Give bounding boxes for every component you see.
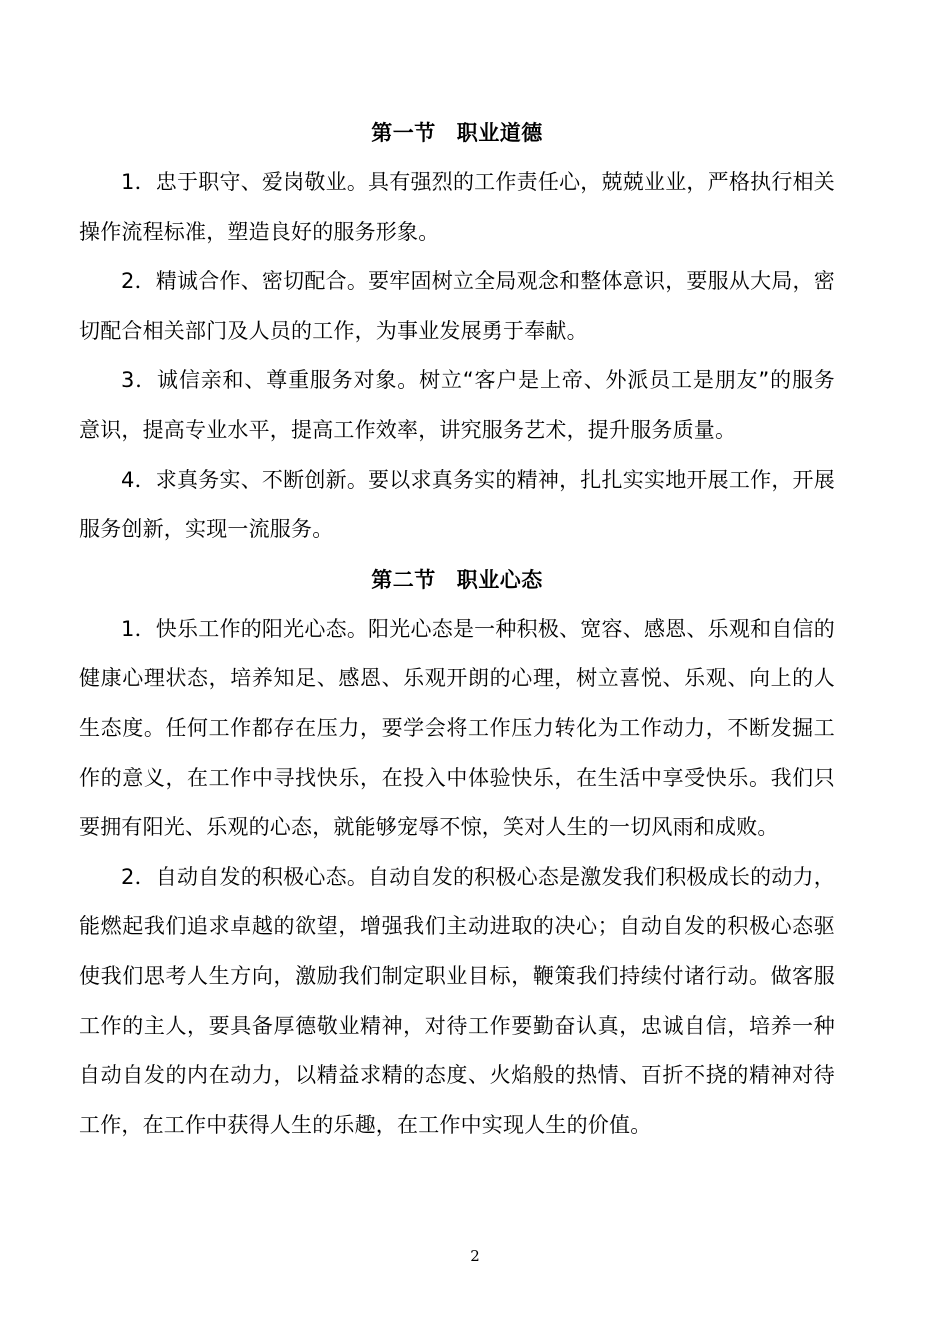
paragraph-ethics-4: 4．求真务实、不断创新。要以求真务实的精神，扎扎实实地开展工作，开展服务创新，实现一流服务。	[79, 467, 835, 542]
section-heading: 职业道德	[456, 121, 543, 145]
paragraph-ethics-2: 2．精诚合作、密切配合。要牢固树立全局观念和整体意识，要服从大局，密切配合相关部门及人员的工作，为事业发展勇于奉献。	[79, 269, 835, 343]
document-body	[79, 108, 835, 1150]
paragraph-ethics-3: 3．诚信亲和、尊重服务对象。树立“客户是上帝、外派员工是朋友”的服务意识，提高专业水平，提高工作效率，讲究服务艺术，提升服务质量。	[79, 368, 835, 442]
paragraph-mindset-2: 2．自动自发的积极心态。自动自发的积极心态是激发我们积极成长的动力，能燃起我们追求卓越的欲望，增强我们主动进取的决心；自动自发的积极心态驱使我们思考人生方向，激励我们制定职业目标，鞭策我们持续付诸行动。做客服工作的主人，要具备厚德敬业精神，对待工作要勤奋认真，忠诚自信，培养一种自动自发的内在动力，以精益求精的态度、火焰般的热情、百折不挠的精神对待工作，在工作中获得人生的乐趣，在工作中实现人生的价值。	[79, 864, 835, 1137]
section-title-professional-mindset	[79, 555, 835, 605]
section-title-professional-ethics	[79, 108, 835, 158]
page-number: 2	[470, 1247, 480, 1265]
section-heading: 职业心态	[456, 567, 543, 592]
paragraph-mindset-1: 1．快乐工作的阳光心态。阳光心态是一种积极、宽容、感恩、乐观和自信的健康心理状态，培养知足、感恩、乐观开朗的心理，树立喜悦、乐观、向上的人生态度。任何工作都存在压力，要学会将工作压力转化为工作动力，不断发掘工作的意义，在工作中寻找快乐，在投入中体验快乐，在生活中享受快乐。我们只要拥有阳光、乐观的心态，就能够宠辱不惊，笑对人生的一切风雨和成败。	[79, 616, 835, 840]
section-number: 第一节	[371, 121, 436, 145]
section-number: 第二节	[371, 567, 436, 592]
paragraph-ethics-1: 1．忠于职守、爱岗敬业。具有强烈的工作责任心，兢兢业业，严格执行相关操作流程标准，塑造良好的服务形象。	[79, 170, 835, 244]
